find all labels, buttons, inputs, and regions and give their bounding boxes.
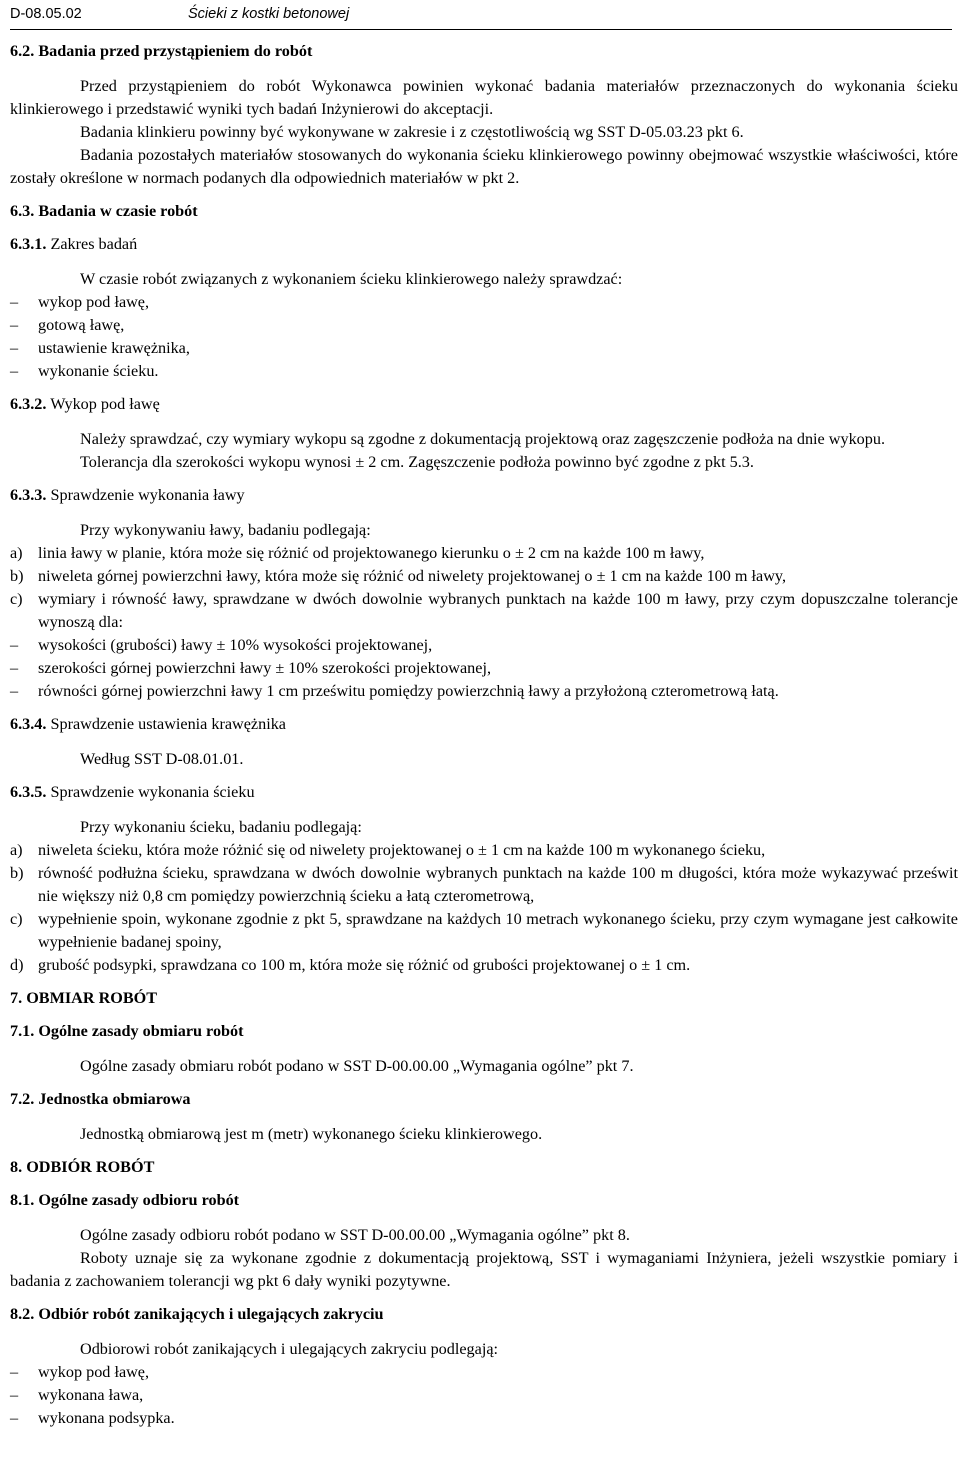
section-6-3-2-heading [10,393,958,416]
section-8-2-intro: Odbiorowi robót zanikających i ulegających zakryciu podlegają: [80,1340,499,1358]
section-7-1-heading: 7.1. Ogólne zasady obmiaru robót [10,1022,244,1040]
section-6-3-3-heading [10,484,958,507]
section-6-2-heading: 6.2. Badania przed przystąpieniem do robót [10,42,313,60]
list-item: – równości górnej powierzchni ławy 1 cm prześwitu pomiędzy powierzchnią ławy a przyłożoną czterometrową łatą. [10,682,779,700]
section-8-1-heading: 8.1. Ogólne zasady odbioru robót [10,1191,240,1209]
section-number: 6.3.5. [10,783,47,801]
section-6-3-4-heading [10,713,958,736]
list-item: – wysokości (grubości) ławy ± 10% wysokości projektowanej, [10,636,433,654]
list-item: b) niweleta górnej powierzchni ławy, która może się różnić od niwelety projektowanej o ± 1 cm na każde 100 m ławy, [10,567,787,585]
section-title: Sprawdzenie wykonania ławy [50,486,245,504]
list-item: – gotową ławę, [10,316,125,334]
list-item: – wykonana podsypka. [10,1409,175,1427]
section-title: Wykop pod ławę [50,395,160,413]
section-8-1-paragraph-2: Roboty uznaje się za wykonane zgodnie z dokumentacją projektową, SST i wymaganiami Inżyniera, jeżeli wszystkie pomiary i badania z zachowaniem tolerancji wg pkt 6 dały wyniki pozytywne. [10,1249,958,1290]
section-8-heading: 8. ODBIÓR ROBÓT [10,1158,155,1176]
section-7-heading: 7. OBMIAR ROBÓT [10,989,158,1007]
list-item: – wykonanie ścieku. [10,362,159,380]
section-6-3-1-intro: W czasie robót związanych z wykonaniem ścieku klinkierowego należy sprawdzać: [80,270,623,288]
section-8-2-heading: 8.2. Odbiór robót zanikających i ulegających zakryciu [10,1305,384,1323]
section-7-2-heading: 7.2. Jednostka obmiarowa [10,1090,191,1108]
list-item: – szerokości górnej powierzchni ławy ± 10% szerokości projektowanej, [10,659,491,677]
section-number: 6.3.1. [10,235,47,253]
list-item: a) linia ławy w planie, która może się różnić od projektowanego kierunku o ± 2 cm na każde 100 m ławy, [10,544,705,562]
section-6-3-2-paragraph-2: Tolerancja dla szerokości wykopu wynosi ± 2 cm. Zagęszczenie podłoża powinno być zgodne z pkt 5.3. [80,453,754,471]
list-item: c) wymiary i równość ławy, sprawdzane w dwóch dowolnie wybranych punktach na każde 100 m ławy, przy czym dopuszczalne tolerancje wynoszą dla: [10,590,958,631]
section-number: 6.3.2. [10,395,47,413]
document-title: Ścieki z kostki betonowej [188,6,350,22]
list-item: c) wypełnienie spoin, wykonane zgodnie z pkt 5, sprawdzane na każdych 10 metrach wykonanego ścieku, przy czym wymagane jest całkowite wypełnienie badanej spoiny, [10,910,958,951]
document-body [10,40,958,1430]
section-title: Zakres badań [50,235,138,253]
section-6-3-5-heading [10,781,958,804]
section-6-2-paragraph-1: Przed przystąpieniem do robót Wykonawca powinien wykonać badania materiałów przeznaczonych do wykonania ścieku klinkierowego i przedstawić wyniki tych badań Inżynierowi do akceptacji. [10,77,958,118]
section-6-3-5-intro: Przy wykonaniu ścieku, badaniu podlegają: [80,818,362,836]
section-number: 6.3.3. [10,486,47,504]
list-item: – ustawienie krawężnika, [10,339,190,357]
section-number: 6.3.4. [10,715,47,733]
list-item: – wykop pod ławę, [10,1363,150,1381]
header-divider [10,29,952,30]
section-6-3-1-heading [10,233,958,256]
section-6-3-2-paragraph-1: Należy sprawdzać, czy wymiary wykopu są zgodne z dokumentacją projektową oraz zagęszczenie podłoża na dnie wykopu. [80,430,885,448]
section-title: Sprawdzenie ustawienia krawężnika [50,715,286,733]
section-6-3-heading: 6.3. Badania w czasie robót [10,202,198,220]
section-7-1-paragraph: Ogólne zasady obmiaru robót podano w SST D-00.00.00 „Wymagania ogólne” pkt 7. [80,1057,634,1075]
section-6-3-3-intro: Przy wykonywaniu ławy, badaniu podlegają: [80,521,371,539]
section-6-3-4-paragraph: Według SST D-08.01.01. [80,750,244,768]
list-item: a) niweleta ścieku, która może różnić się od niwelety projektowanej o ± 1 cm na każde 100 m wykonanego ścieku, [10,841,766,859]
section-8-1-paragraph-1: Ogólne zasady odbioru robót podano w SST D-00.00.00 „Wymagania ogólne” pkt 8. [80,1226,630,1244]
document-code: D-08.05.02 [10,6,82,22]
section-6-2-paragraph-3: Badania pozostałych materiałów stosowanych do wykonania ścieku klinkierowego powinny obejmować wszystkie właściwości, które zostały określone w normach podanych dla odpowiednich materiałów w pkt 2. [10,146,958,187]
section-title: Sprawdzenie wykonania ścieku [50,783,255,801]
section-7-2-paragraph: Jednostką obmiarową jest m (metr) wykonanego ścieku klinkierowego. [80,1125,543,1143]
list-item: d) grubość podsypki, sprawdzana co 100 m, która może się różnić od grubości projektowanej o ± 1 cm. [10,956,691,974]
list-item: b) równość podłużna ścieku, sprawdzana w dwóch dowolnie wybranych punktach na każde 100 m długości, która może wykazywać prześwit nie większy niż 0,8 cm pomiędzy powierzchnią ścieku a łatą czterometrową, [10,864,958,905]
section-6-2-paragraph-2: Badania klinkieru powinny być wykonywane w zakresie i z częstotliwością wg SST D-05.03.23 pkt 6. [80,123,744,141]
page-header [10,4,952,26]
list-item: – wykop pod ławę, [10,293,150,311]
list-item: – wykonana ława, [10,1386,144,1404]
